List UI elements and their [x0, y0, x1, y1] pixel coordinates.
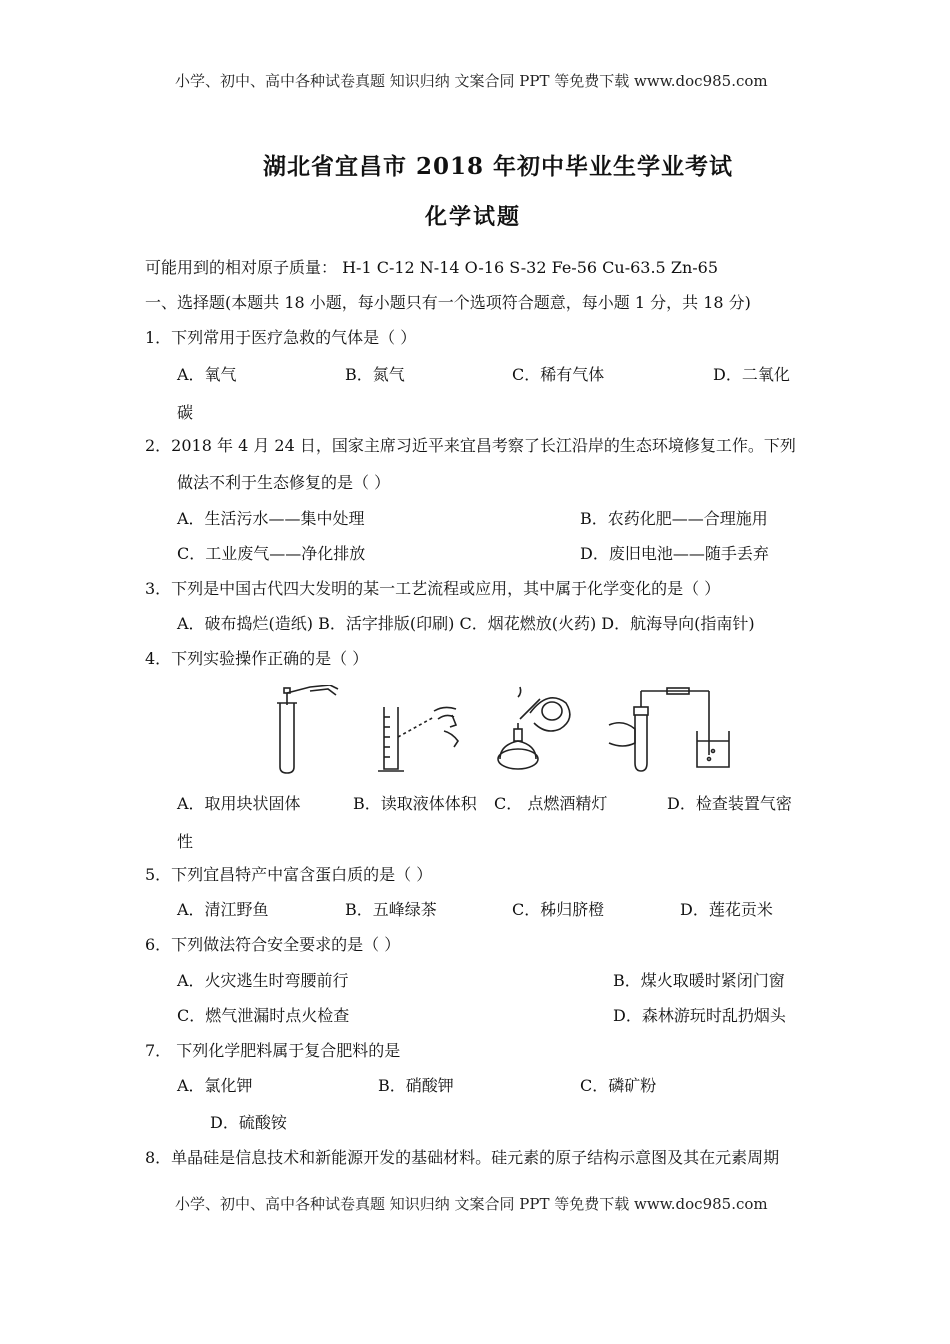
question-6-option-c: C．燃气泄漏时点火检查: [177, 1006, 350, 1025]
question-3-options: A．破布捣烂(造纸) B．活字排版(印刷) C．烟花燃放(火药) D．航海导向(指南针): [177, 614, 755, 633]
question-6-option-d: D．森林游玩时乱扔烟头: [613, 1006, 786, 1025]
question-5-stem: 5．下列宜昌特产中富含蛋白质的是（ ）: [145, 865, 433, 884]
question-7-option-a: A．氯化钾: [177, 1076, 253, 1095]
question-4-option-d: D．检查装置气密: [667, 794, 792, 813]
question-2-option-d: D．废旧电池——随手丢弃: [580, 544, 769, 563]
exam-title: 湖北省宜昌市 2018 年初中毕业生学业考试: [263, 153, 734, 180]
question-1-option-a: A．氧气: [177, 365, 237, 384]
question-1-stem: 1．下列常用于医疗急救的气体是（ ）: [145, 328, 417, 347]
atomic-masses: 可能用到的相对原子质量： H-1 C-12 N-14 O-16 S-32 Fe-56 Cu-63.5 Zn-65: [145, 258, 719, 277]
page-footer: 小学、初中、高中各种试卷真题 知识归纳 文案合同 PPT 等免费下载 www.doc985.com: [175, 1195, 768, 1213]
graduated-cylinder-figure: [372, 697, 472, 777]
question-3-stem: 3．下列是中国古代四大发明的某一工艺流程或应用，其中属于化学变化的是（ ）: [145, 579, 721, 598]
exam-subtitle: 化学试题: [425, 204, 522, 230]
question-2-option-b: B．农药化肥——合理施用: [580, 509, 768, 528]
question-5-option-a: A．清江野鱼: [177, 900, 269, 919]
question-6-option-b: B．煤火取暖时紧闭门窗: [613, 971, 785, 990]
question-4-option-b: B．读取液体体积: [353, 794, 477, 813]
question-8-stem: 8．单晶硅是信息技术和新能源开发的基础材料。硅元素的原子结构示意图及其在元素周期: [145, 1148, 780, 1167]
question-1-option-c: C．稀有气体: [512, 365, 605, 384]
question-7-option-c: C．磷矿粉: [580, 1076, 657, 1095]
question-2-stem-line1: 2．2018 年 4 月 24 日，国家主席习近平来宜昌考察了长江沿岸的生态环境修复工作。下列: [145, 436, 796, 455]
question-4-option-a: A．取用块状固体: [177, 794, 301, 813]
block-solid-test-tube-figure: [270, 685, 342, 777]
alcohol-lamp-figure: [490, 683, 580, 775]
question-6-stem: 6．下列做法符合安全要求的是（ ）: [145, 935, 401, 954]
question-4-option-d-wrap: 性: [177, 832, 194, 851]
page-header: 小学、初中、高中各种试卷真题 知识归纳 文案合同 PPT 等免费下载 www.doc985.com: [175, 72, 768, 90]
question-5-option-b: B．五峰绿茶: [345, 900, 437, 919]
question-4-option-c: C． 点燃酒精灯: [494, 794, 608, 813]
question-7-option-d: D．硫酸铵: [210, 1113, 287, 1132]
question-6-option-a: A．火灾逃生时弯腰前行: [177, 971, 349, 990]
question-1-option-d: D．二氧化: [713, 365, 790, 384]
question-7-option-b: B．硝酸钾: [378, 1076, 454, 1095]
question-2-option-a: A．生活污水——集中处理: [177, 509, 365, 528]
question-5-option-c: C．秭归脐橙: [512, 900, 605, 919]
question-4-stem: 4．下列实验操作正确的是（ ）: [145, 649, 369, 668]
section-heading: 一、选择题(本题共 18 小题，每小题只有一个选项符合题意，每小题 1 分，共 18 分): [145, 293, 751, 312]
question-7-stem: 7． 下列化学肥料属于复合肥料的是: [145, 1041, 401, 1060]
question-1-option-d-wrap: 碳: [177, 403, 194, 422]
airtightness-check-figure: [605, 685, 745, 775]
question-2-option-c: C．工业废气——净化排放: [177, 544, 366, 563]
question-2-stem-line2: 做法不利于生态修复的是（ ）: [177, 473, 391, 492]
question-1-option-b: B．氮气: [345, 365, 405, 384]
question-5-option-d: D．莲花贡米: [680, 900, 773, 919]
